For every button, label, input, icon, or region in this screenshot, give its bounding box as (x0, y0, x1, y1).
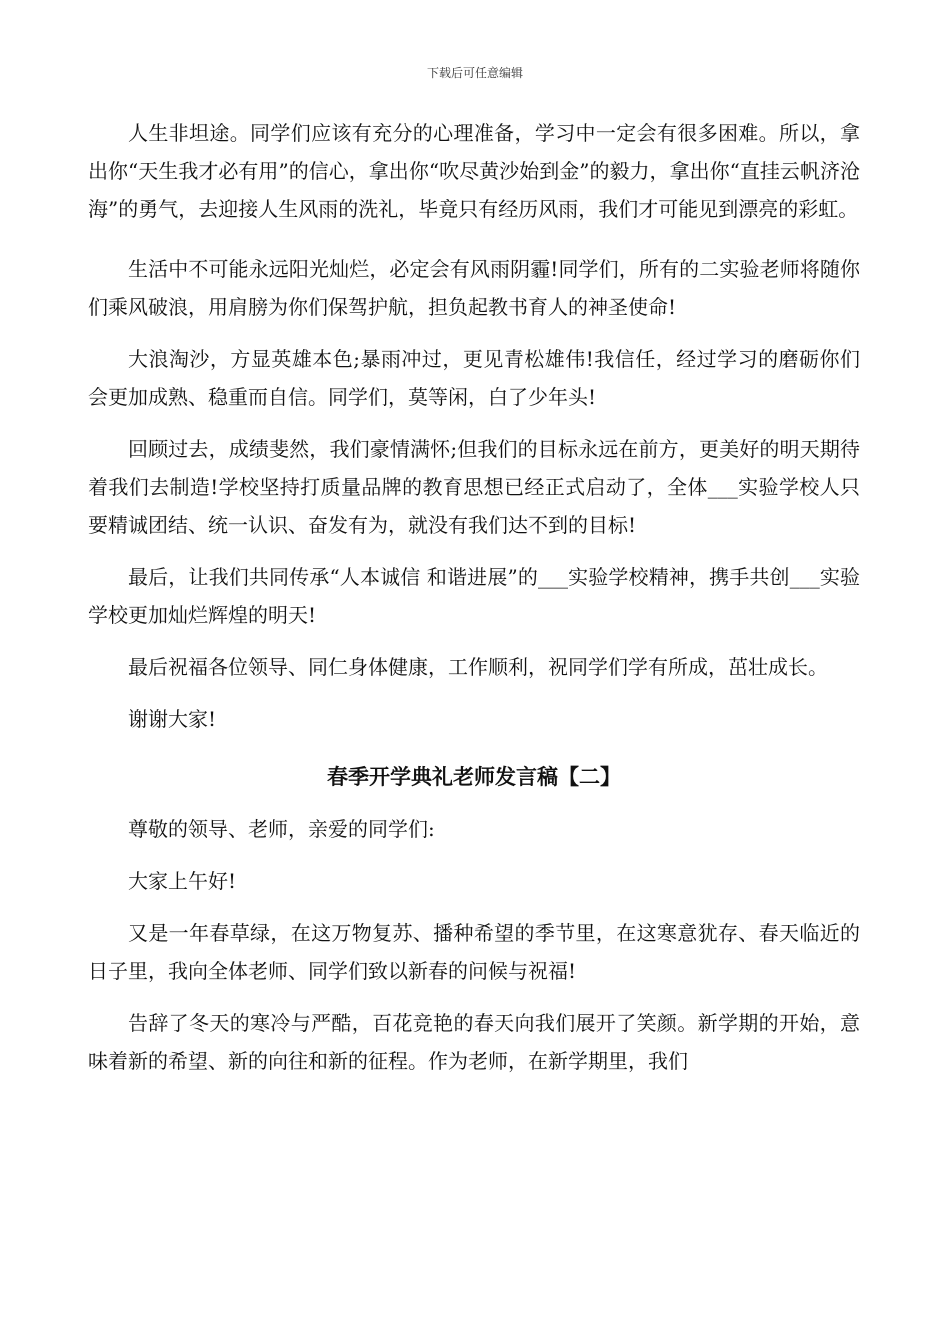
paragraph: 又是一年春草绿，在这万物复苏、播种希望的季节里，在这寒意犹存、春天临近的日子里，我向全体老师、同学们致以新春的问候与祝福! (88, 921, 860, 983)
paragraph: 谢谢大家! (128, 707, 217, 731)
paragraph: 回顾过去，成绩斐然，我们豪情满怀;但我们的目标永远在前方，更美好的明天期待着我们去制造!学校坚持打质量品牌的教育思想已经正式启动了，全体___实验学校人只要精诚团结、统一认识、奋发有为，就没有我们达不到的目标! (88, 437, 860, 537)
paragraph: 告辞了冬天的寒冷与严酷，百花竞艳的春天向我们展开了笑颜。新学期的开始，意味着新的希望、新的向往和新的征程。作为老师，在新学期里，我们 (88, 1011, 860, 1073)
paragraph: 大家上午好! (128, 869, 237, 893)
paragraph: 最后，让我们共同传承“人本诚信 和谐进展”的___实验学校精神，携手共创___实验学校更加灿烂辉煌的明天! (88, 565, 860, 627)
paragraph: 最后祝福各位领导、同仁身体健康，工作顺利，祝同学们学有所成，茁壮成长。 (128, 655, 828, 679)
paragraph: 尊敬的领导、老师，亲爱的同学们: (128, 817, 435, 841)
paragraph: 生活中不可能永远阳光灿烂，必定会有风雨阴霾!同学们，所有的二实验老师将随你们乘风破浪，用肩膀为你们保驾护航，担负起教书育人的神圣使命! (88, 257, 860, 319)
paragraph: 人生非坦途。同学们应该有充分的心理准备，学习中一定会有很多困难。所以，拿出你“天生我才必有用”的信心，拿出你“吹尽黄沙始到金”的毅力，拿出你“直挂云帆济沧海”的勇气，去迎接人生风雨的洗礼，毕竟只有经历风雨，我们才可能见到漂亮的彩虹。 (88, 121, 860, 221)
page-header: 下载后可任意编辑 (426, 66, 523, 80)
document-body (88, 114, 860, 1080)
paragraph: 大浪淘沙，方显英雄本色;暴雨冲过，更见青松雄伟!我信任，经过学习的磨砺你们会更加成熟、稳重而自信。同学们，莫等闲，白了少年头! (88, 347, 860, 409)
section-title: 春季开学典礼老师发言稿【二】 (327, 764, 621, 789)
